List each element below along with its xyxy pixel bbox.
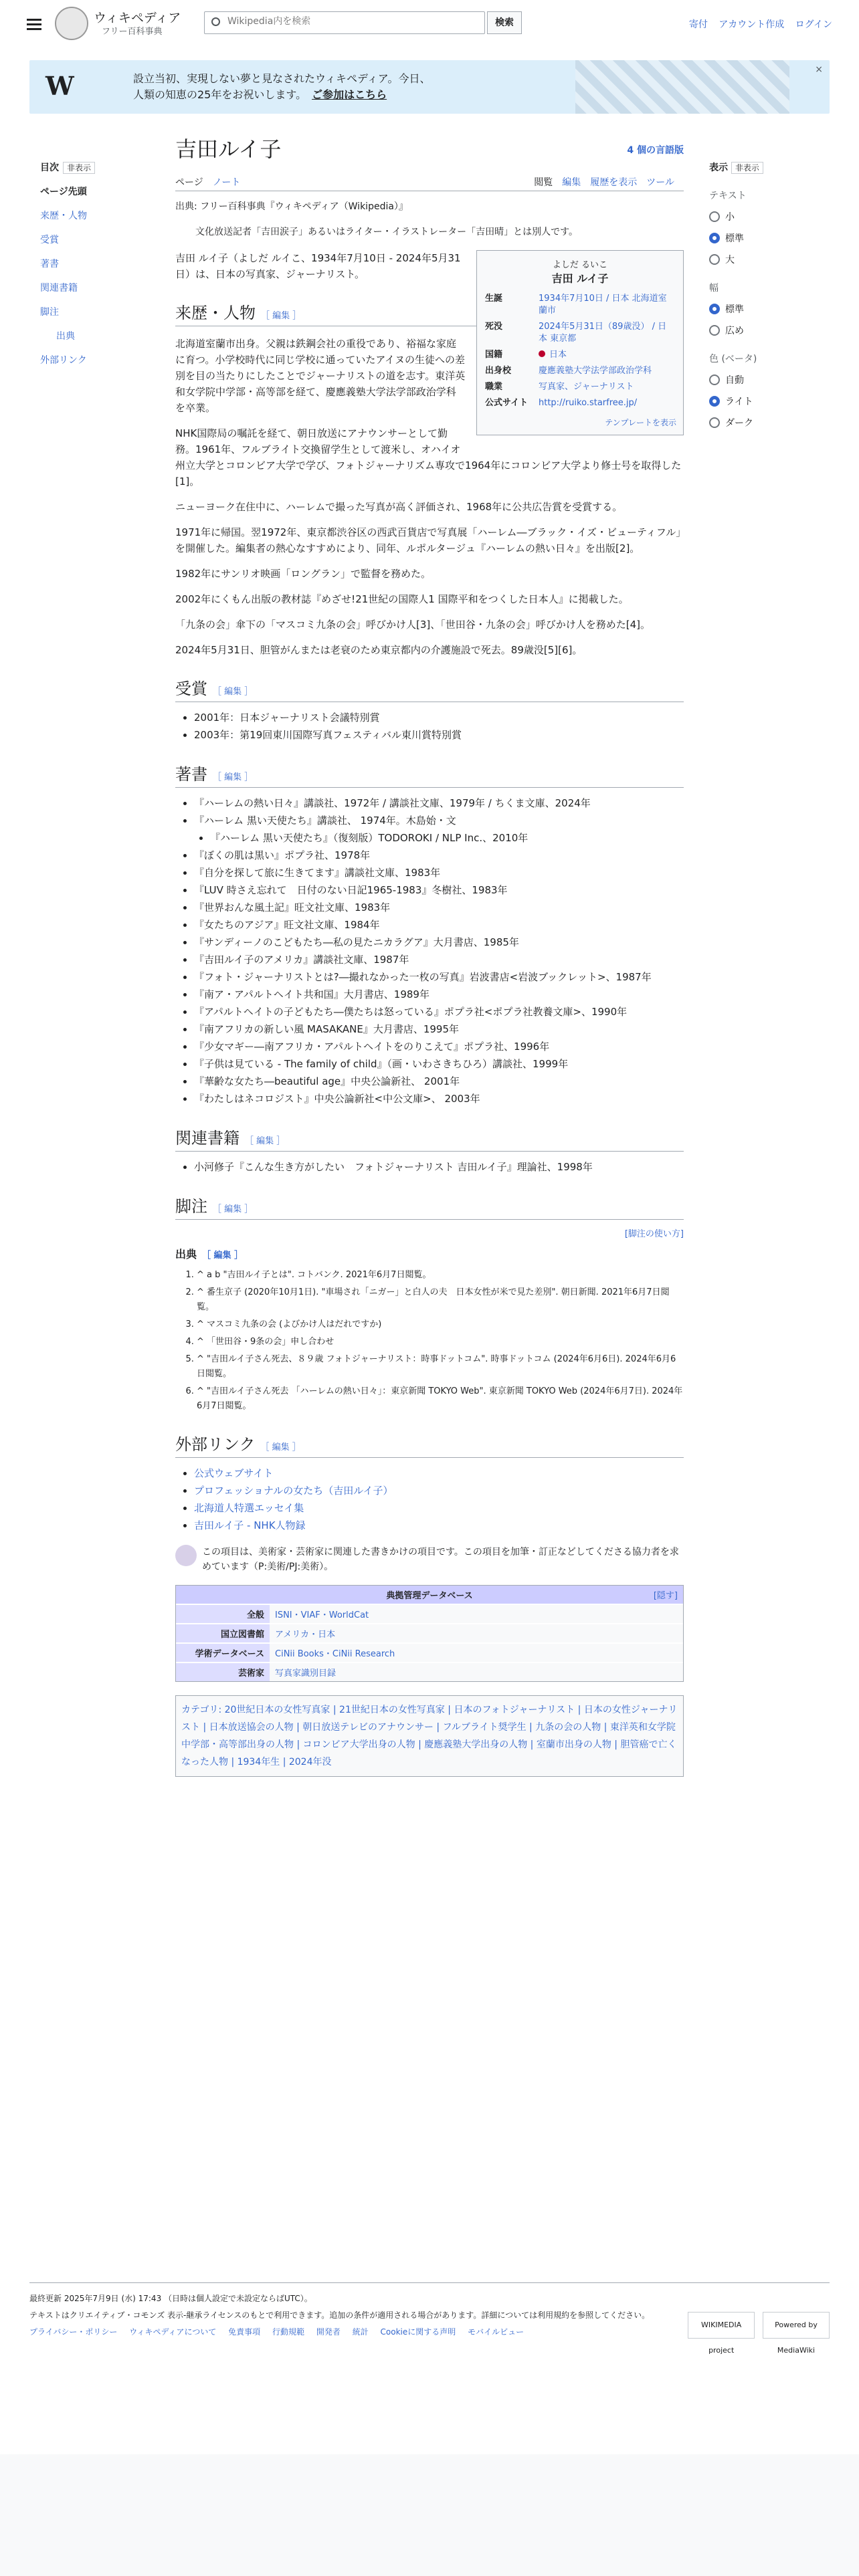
article [175,127,684,1777]
book-item: • 『わたしはネコロジスト』中央公論新社<中公文庫>、 2003年 [194,1090,684,1107]
page-tabs [175,173,684,191]
infobox-row: 出身校 慶應義塾大学法学部政治学科 [485,366,652,376]
books-list [175,794,684,1107]
edit-link[interactable]: ［ 編集 ］ [260,1442,301,1453]
footer-link[interactable]: プライバシー・ポリシー [29,2327,118,2337]
section-external: 外部リンク ［ 編集 ］ [175,1431,684,1458]
source-line: 出典: フリー百科事典『ウィキペディア（Wikipedia）』 [175,201,408,212]
authority-title: 典拠管理データベース [386,1591,473,1601]
banner-text: 設立当初、実現しない夢と見なされたウィキペディア。今日、 人類の知恵の25年をお祝いします。 ご参加はこちら [133,72,431,101]
footer-link[interactable]: 統計 [352,2327,369,2337]
toc-hide-button[interactable]: 非表示 [63,162,95,174]
wikipedia-logo-icon[interactable] [55,7,88,40]
infobox-row: 職業 写真家、ジャーナリスト [485,382,634,392]
book-item: • 『フォト・ジャーナリストとは?―撮れなかった一枚の写真』岩波書店<岩波ブックレット>、1987年 [194,968,684,986]
color-label: 色 (ベータ) [709,354,757,364]
bio-paragraph: 1982年にサンリオ映画「ロングラン」で監督を務めた。 [175,568,431,580]
edit-link[interactable]: ［ 編集 ］ [213,772,254,782]
banner-image [575,60,789,114]
appearance-title: 表示 [709,163,728,173]
appearance-hide-button[interactable]: 非表示 [731,162,763,174]
create-account-link[interactable]: アカウント作成 [719,19,785,30]
table-row: 国立図書館 アメリカ・日本 [176,1624,683,1643]
book-item: • 『ハーレム 黒い天使たち』講談社、 1974年。木島始・文 [194,812,684,829]
references-list [175,1268,684,1414]
footer-link[interactable]: Cookieに関する声明 [380,2327,456,2337]
book-item: • 『子供は見ている - The family of child』（画・いわさきちひろ）講談社、1999年 [194,1055,684,1073]
section-awards: 受賞 ［ 編集 ］ [175,675,684,702]
footer-link[interactable]: モバイルビュー [468,2327,524,2337]
stub-notice: この項目は、美術家・芸術家に関連した書きかけの項目です。この項目を加筆・訂正などしてくださる協力者を求めています（P:美術/PJ:美術）。 [175,1545,684,1574]
toc-item-sources[interactable]: 出典 [56,331,75,342]
book-item: • 『南ア・アパルトヘイト共和国』大月書店、1989年 [194,986,684,1003]
text-small-radio[interactable]: 小 [709,210,823,223]
book-item: • 『華齢な女たち―beautiful age』中央公論新社、 2001年 [194,1073,684,1090]
edit-link[interactable]: ［ 編集 ］ [202,1251,244,1261]
menu-icon[interactable] [27,16,41,33]
bio-paragraph: 北海道室蘭市出身。父親は鉄鋼会社の重役であり、裕福な家庭に育つ。小学校時代に同じ学校に通っていたアイヌの生徒への差別を目の当たりにしたことでジャーナリストの道を志す。東洋英和女学院中学部・高等部を経て、慶應義塾大学法学部政治学科を卒業。 [175,338,466,414]
infobox-row: 生誕 1934年7月10日 / 日本 北海道室蘭市 [485,294,667,316]
toc-item-awards[interactable]: 受賞 [40,235,59,245]
search-button[interactable]: 検索 [487,11,522,34]
last-edited: 最終更新 2025年7月9日 (水) 17:43 （日時は個人設定で未設定ならばUTC）。 [29,2294,312,2303]
license-text: テキストはクリエイティブ・コモンズ 表示-継承ライセンスのもとで利用できます。追加の条件が適用される場合があります。詳細については利用規約を参照してください。 [29,2311,650,2320]
appearance-panel [709,160,823,437]
search-icon [211,17,220,26]
section-notes: 脚注 ［ 編集 ］ [175,1193,684,1220]
book-item: • 『サンディーノのこどもたち―私の見たニカラグア』大月書店、1985年 [194,934,684,951]
text-large-radio[interactable]: 大 [709,253,823,266]
mediawiki-badge[interactable]: Powered by MediaWiki [763,2312,830,2339]
infobox-row: 公式サイト http://ruiko.starfree.jp/ [485,398,638,408]
table-row: 学術データベース CiNii Books・CiNii Research [176,1643,683,1662]
tab-tools[interactable]: ツール [646,177,674,188]
fundraising-banner [29,60,830,114]
japan-flag-icon [539,350,545,357]
infobox [476,250,684,435]
lead-paragraph: 吉田 ルイ子（よしだ ルイこ、1934年7月10日 - 2024年5月31日）は、日本の写真家、ジャーナリスト。 [175,252,461,280]
header [0,0,859,47]
reference-item: 6. ^ "吉田ルイ子さん死去 「ハーレムの熱い日々」：東京新聞 TOKYO Web". 東京新聞 TOKYO Web (2024年6月7日). 2024年6月7日閲覧。 [197,1384,684,1414]
tab-read[interactable]: 閲覧 [534,177,553,188]
banner-logo: W [45,71,74,101]
toc-item-top[interactable]: ページ先頭 [40,187,87,197]
infobox-name: 吉田 ルイ子 [551,272,609,285]
width-wide-radio[interactable]: 広め [709,324,823,337]
bio-paragraph: 「九条の会」傘下の「マスコミ九条の会」呼びかけ人[3]、「世田谷・九条の会」呼びかけ人を務めた[4]。 [175,619,650,631]
color-auto-radio[interactable]: 自動 [709,373,823,387]
tab-page[interactable]: ページ [175,177,203,188]
bio-paragraph: 2002年にくもん出版の教材誌『めざせ!21世紀の国際人1 国際平和をつくした日本人』に掲載した。 [175,593,629,605]
banner-cta[interactable]: ご参加はこちら [312,88,387,101]
toc-item-notes[interactable]: 脚注 [40,307,59,318]
donate-link[interactable]: 寄付 [688,19,708,30]
search-input[interactable] [226,15,480,27]
wikimedia-badge[interactable]: WIKIMEDIA project [688,2312,755,2339]
book-item: • 『アパルトヘイトの子どもたち―僕たちは怒っている』ポプラ社<ポプラ社教養文庫>、1990年 [194,1003,684,1021]
text-standard-radio[interactable]: 標準 [709,231,823,245]
authority-hide-button[interactable]: [隠す] [653,1591,678,1601]
authority-control [175,1585,684,1682]
toc-item-external[interactable]: 外部リンク [40,355,87,366]
external-link[interactable]: 北海道人特選エッセイ集 [194,1502,304,1514]
palette-icon [175,1545,197,1566]
toc-item-related[interactable]: 関連書籍 [40,283,78,294]
book-item: • 『自分を探して旅に生きてます』講談社文庫、1983年 [194,864,684,881]
section-bio: 来歴・人物 ［ 編集 ］ [175,300,684,326]
width-label: 幅 [709,283,719,294]
book-item: • 『吉田ルイ子のアメリカ』講談社文庫、1987年 [194,951,684,968]
footer [29,2277,830,2355]
tab-talk[interactable]: ノート [212,177,241,188]
tab-edit[interactable]: 編集 [562,177,581,188]
external-link[interactable]: プロフェッショナルの女たち（吉田ルイ子） [194,1485,393,1497]
section-books: 著書 ［ 編集 ］ [175,761,684,788]
table-of-contents [40,160,147,377]
book-item: • 『少女マギー―南アフリカ・アパルトヘイトをのりこえて』ポプラ社、1996年 [194,1038,684,1055]
edit-link[interactable]: ［ 編集 ］ [213,1204,254,1214]
color-dark-radio[interactable]: ダーク [709,416,823,429]
reference-item: 3. ^ マスコミ九条の会 (よびかけ人はだれですか) [197,1317,684,1332]
external-link[interactable]: 公式ウェブサイト [194,1467,274,1479]
edit-link[interactable]: ［ 編集 ］ [213,687,254,697]
color-light-radio[interactable]: ライト [709,395,823,408]
text-size-label: テキスト [709,191,747,201]
logo-subtitle: フリー百科事典 [102,27,163,37]
list-item: • 2003年：第19回東川国際写真フェスティバル東川賞特別賞 [194,726,684,744]
toc-item-bio[interactable]: 来歴・人物 [40,211,87,221]
list-item: • 2001年：日本ジャーナリスト会議特別賞 [194,709,684,726]
infobox-row: 国籍 日本 [485,350,567,360]
reference-item: 1. ^ a b "吉田ルイ子とは". コトバンク. 2021年6月7日閲覧。 [197,1268,684,1283]
categories-box[interactable]: カテゴリ: 20世紀日本の女性写真家 | 21世紀日本の女性写真家 | 日本のフォトジャーナリスト | 日本の女性ジャーナリスト | 日本放送協会の人物 | 朝日放送テレビのアナウンサー | フルブライト奨学生 | 九条の会の人物 | 東洋英和女学院中学部・高等部出身の人物 | コロンビア大学出身の人物 | 慶應義塾大学出身の人物 | 室蘭市出身の人物 | 胆管癌で亡くなった人物 | 1934年生 | 2024年没 [175,1695,684,1777]
section-sources: 出典 ［ 編集 ］ [175,1248,244,1261]
language-button[interactable]: 4 個の言語版 [627,145,684,156]
login-link[interactable]: ログイン [795,19,832,30]
footer-link[interactable]: 行動規範 [272,2327,305,2337]
external-link[interactable]: 吉田ルイ子 - NHK人物録 [194,1519,306,1531]
external-links-list [175,1465,684,1534]
bio-paragraph: ニューヨーク在住中に、ハーレムで撮った写真が高く評価され、1968年に公共広告賞を受賞する。 [175,501,623,513]
table-row: 全般 ISNI・VIAF・WorldCat [176,1604,683,1624]
template-link[interactable]: テンプレートを表示 [605,418,676,427]
infobox-row: 死没 2024年5月31日（89歳没） / 日本 東京都 [485,322,667,344]
book-item: • 『南アフリカの新しい風 MASAKANE』大月書店、1995年 [194,1021,684,1038]
logo-title[interactable]: ウィキペディア [94,11,181,25]
search-box[interactable] [204,11,485,34]
awards-list [175,709,684,744]
infobox-kana: よしだ るいこ [552,260,608,270]
toc-item-books[interactable]: 著書 [40,259,59,270]
list-item: • 小河修子『こんな生き方がしたい フォトジャーナリスト 吉田ルイ子』理論社、1998年 [194,1158,684,1176]
book-item: • 『ぼくの肌は黒い』ポプラ社、1978年 [194,847,684,864]
section-related: 関連書籍 ［ 編集 ］ [175,1125,684,1152]
tab-history[interactable]: 履歴を表示 [590,177,638,188]
table-row: 芸術家 写真家識別目録 [176,1662,683,1681]
close-icon[interactable]: × [815,64,823,75]
bio-paragraph: NHK国際局の嘱託を経て、朝日放送にアナウンサーとして勤務。1961年、フルブライト交換留学生として渡米し、オハイオ州立大学とコロンビア大学で学び、フォトジャーナリズム専攻で1964年にコロンビア大学より修士号を取得した[1]。 [175,427,682,488]
footer-link[interactable]: ウィキペディアについて [129,2327,217,2337]
edit-link[interactable]: ［ 編集 ］ [245,1136,286,1146]
book-item: • 『LUV 時さえ忘れて 日付のない日記1965-1983』冬樹社、1983年 [194,881,684,899]
book-item: • 『世界おんな風土記』旺文社文庫、1983年 [194,899,684,916]
reference-item: 2. ^ 番生京子 (2020年10月1日). "車場され「ニガー」と白人の夫 日本女性が米で見た差別". 朝日新聞. 2021年6月7日閲覧。 [197,1285,684,1315]
toc-title: 目次 [40,163,59,173]
reference-item: 5. ^ "吉田ルイ子さん死去、８９歳 フォトジャーナリスト：時事ドットコム". 時事ドットコム (2024年6月6日). 2024年6月6日閲覧。 [197,1352,684,1382]
footer-link[interactable]: 免責事項 [228,2327,261,2337]
bio-paragraph: 2024年5月31日、胆管がんまたは老衰のため東京都内の介護施設で死去。89歳没[5][6]。 [175,644,583,656]
width-standard-radio[interactable]: 標準 [709,302,823,316]
book-item: • 『ハーレム 黒い天使たち』（復刻版）TODOROKI / NLP Inc.、2010年 [210,829,684,847]
bio-paragraph: 1971年に帰国。翌1972年、東京都渋谷区の西武百貨店で写真展「ハーレム―ブラック・イズ・ビューティフル」を開催した。編集者の熱心なすすめにより、同年、ルポルタージュ『ハーレムの熱い日々』を出版[2]。 [175,526,681,554]
hatnote: 文化放送記者「吉田涙子」あるいはライター・イラストレーター「吉田晴」とは別人です。 [195,227,579,237]
book-item: • 『女たちのアジア』旺文社文庫、1984年 [194,916,684,934]
edit-link[interactable]: ［ 編集 ］ [261,311,302,321]
top-links [681,17,832,31]
footer-link[interactable]: 開発者 [316,2327,341,2337]
reference-item: 4. ^ 「世田谷・9条の会」申し合わせ [197,1335,684,1350]
notes-usage-link[interactable]: [脚注の使い方] [624,1229,684,1239]
page-title: 吉田ルイ子 [175,137,282,161]
book-item: • 『ハーレムの熱い日々』講談社、1972年 / 講談社文庫、1979年 / ちくま文庫、2024年 [194,794,684,812]
page-bottom [0,2454,859,2576]
related-list [175,1158,684,1176]
